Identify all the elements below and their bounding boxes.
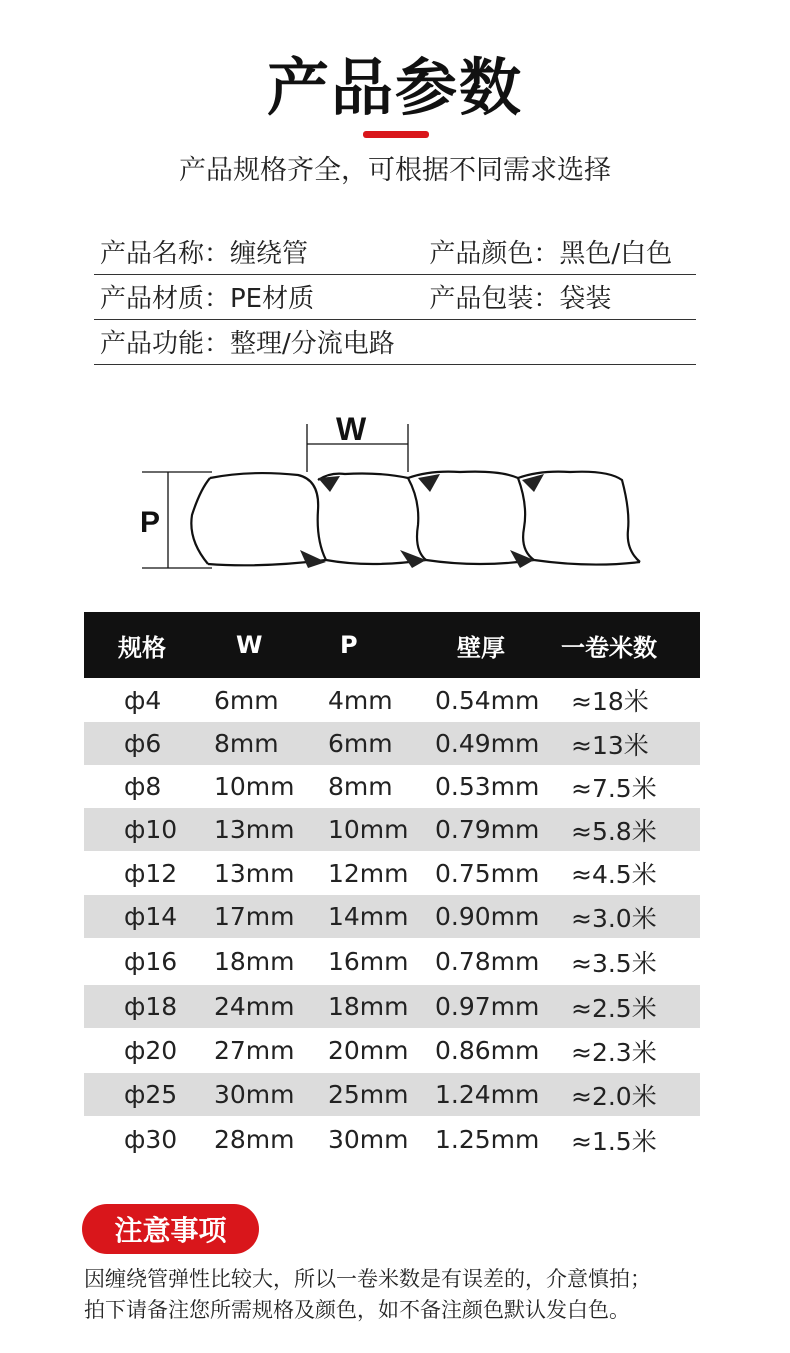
w-label: W [336,411,367,447]
table-row [84,722,700,765]
cell-meters: ≈1.5米 [571,1126,657,1156]
info-row [94,320,696,365]
notice-text [84,1264,724,1326]
cell-p: 14mm [328,902,409,931]
notice-badge: 注意事项 [82,1204,259,1254]
cell-meters: ≈7.5米 [571,773,657,803]
cell-spec: ф8 [124,772,162,801]
cell-thickness: 1.25mm [435,1125,540,1154]
cell-w: 10mm [214,772,295,801]
cell-w: 8mm [214,729,279,758]
table-row [84,895,700,938]
p-label: P [140,506,161,539]
header-meters-per-roll: 一卷米数 [561,633,657,662]
cell-p: 10mm [328,815,409,844]
cell-w: 6mm [214,685,279,715]
cell-meters: ≈13米 [571,730,649,760]
cell-w: 27mm [214,1036,295,1065]
page-subtitle: 产品规格齐全，可根据不同需求选择 [179,155,611,186]
cell-p: 30mm [328,1125,409,1154]
table-row [84,1028,700,1073]
page-title: 产品参数 [266,51,523,124]
cell-spec: ф14 [124,902,178,931]
cell-thickness: 0.86mm [435,1036,540,1065]
cell-thickness: 0.78mm [435,947,540,976]
header-p: P [340,631,358,659]
cell-w: 13mm [214,858,295,888]
cell-spec: ф25 [124,1080,178,1109]
cell-w: 24mm [214,992,295,1021]
table-row [84,765,700,808]
cell-thickness: 0.54mm [435,685,540,715]
spec-table [84,612,700,1163]
header-spec: 规格 [118,633,166,662]
info-product-color: 产品颜色：黑色/白色 [429,239,673,269]
cell-thickness: 0.75mm [435,858,540,888]
cell-spec: ф6 [124,729,162,758]
cell-w: 18mm [214,947,295,976]
cell-spec: ф12 [124,858,178,888]
cell-w: 17mm [214,902,295,931]
cell-meters: ≈2.5米 [571,993,657,1023]
cell-thickness: 0.97mm [435,992,540,1021]
cell-thickness: 1.24mm [435,1080,540,1109]
table-row [84,1116,700,1163]
table-row [84,985,700,1028]
cell-thickness: 0.79mm [435,815,540,844]
table-row [84,1073,700,1116]
info-product-material: 产品材质：PE材质 [100,284,315,314]
spiral-wrap-diagram [130,400,670,600]
cell-spec: ф30 [124,1125,178,1154]
info-row [94,230,696,275]
info-product-function: 产品功能：整理/分流电路 [100,329,395,359]
cell-p: 18mm [328,992,409,1021]
info-row [94,275,696,320]
cell-thickness: 0.90mm [435,902,540,931]
cell-meters: ≈18米 [571,687,649,716]
table-row [84,678,700,722]
cell-meters: ≈2.3米 [571,1037,657,1067]
cell-p: 16mm [328,947,409,976]
info-product-packaging: 产品包装：袋装 [429,284,612,314]
product-info [94,230,696,365]
title-accent-bar [363,131,429,138]
info-product-name: 产品名称：缠绕管 [100,239,309,269]
table-row [84,808,700,851]
cell-thickness: 0.49mm [435,729,540,758]
spiral-tube-shape [191,472,640,566]
cell-p: 6mm [328,729,393,758]
cell-meters: ≈3.0米 [571,903,657,933]
table-header [84,612,700,678]
table-body [84,678,700,1163]
cell-p: 12mm [328,858,409,888]
cell-p: 8mm [328,772,393,801]
cell-meters: ≈2.0米 [571,1081,657,1111]
cell-p: 20mm [328,1036,409,1065]
cell-meters: ≈4.5米 [571,860,657,889]
cell-w: 30mm [214,1080,295,1109]
notice-line-1: 因缠绕管弹性比较大，所以一卷米数是有误差的，介意慎拍； [84,1267,651,1291]
notice-line-2: 拍下请备注您所需规格及颜色，如不备注颜色默认发白色。 [84,1298,630,1322]
cell-spec: ф18 [124,992,178,1021]
cell-spec: ф20 [124,1036,178,1065]
cell-spec: ф16 [124,947,178,976]
cell-thickness: 0.53mm [435,772,540,801]
cell-spec: ф10 [124,815,178,844]
cell-meters: ≈5.8米 [571,816,657,846]
header-thickness: 壁厚 [457,633,505,662]
cell-meters: ≈3.5米 [571,948,657,978]
table-row [84,938,700,985]
cell-p: 25mm [328,1080,409,1109]
cell-w: 28mm [214,1125,295,1154]
cell-w: 13mm [214,815,295,844]
table-row [84,851,700,895]
cell-spec: ф4 [124,685,162,715]
header-w: W [236,631,263,659]
cell-p: 4mm [328,685,393,715]
